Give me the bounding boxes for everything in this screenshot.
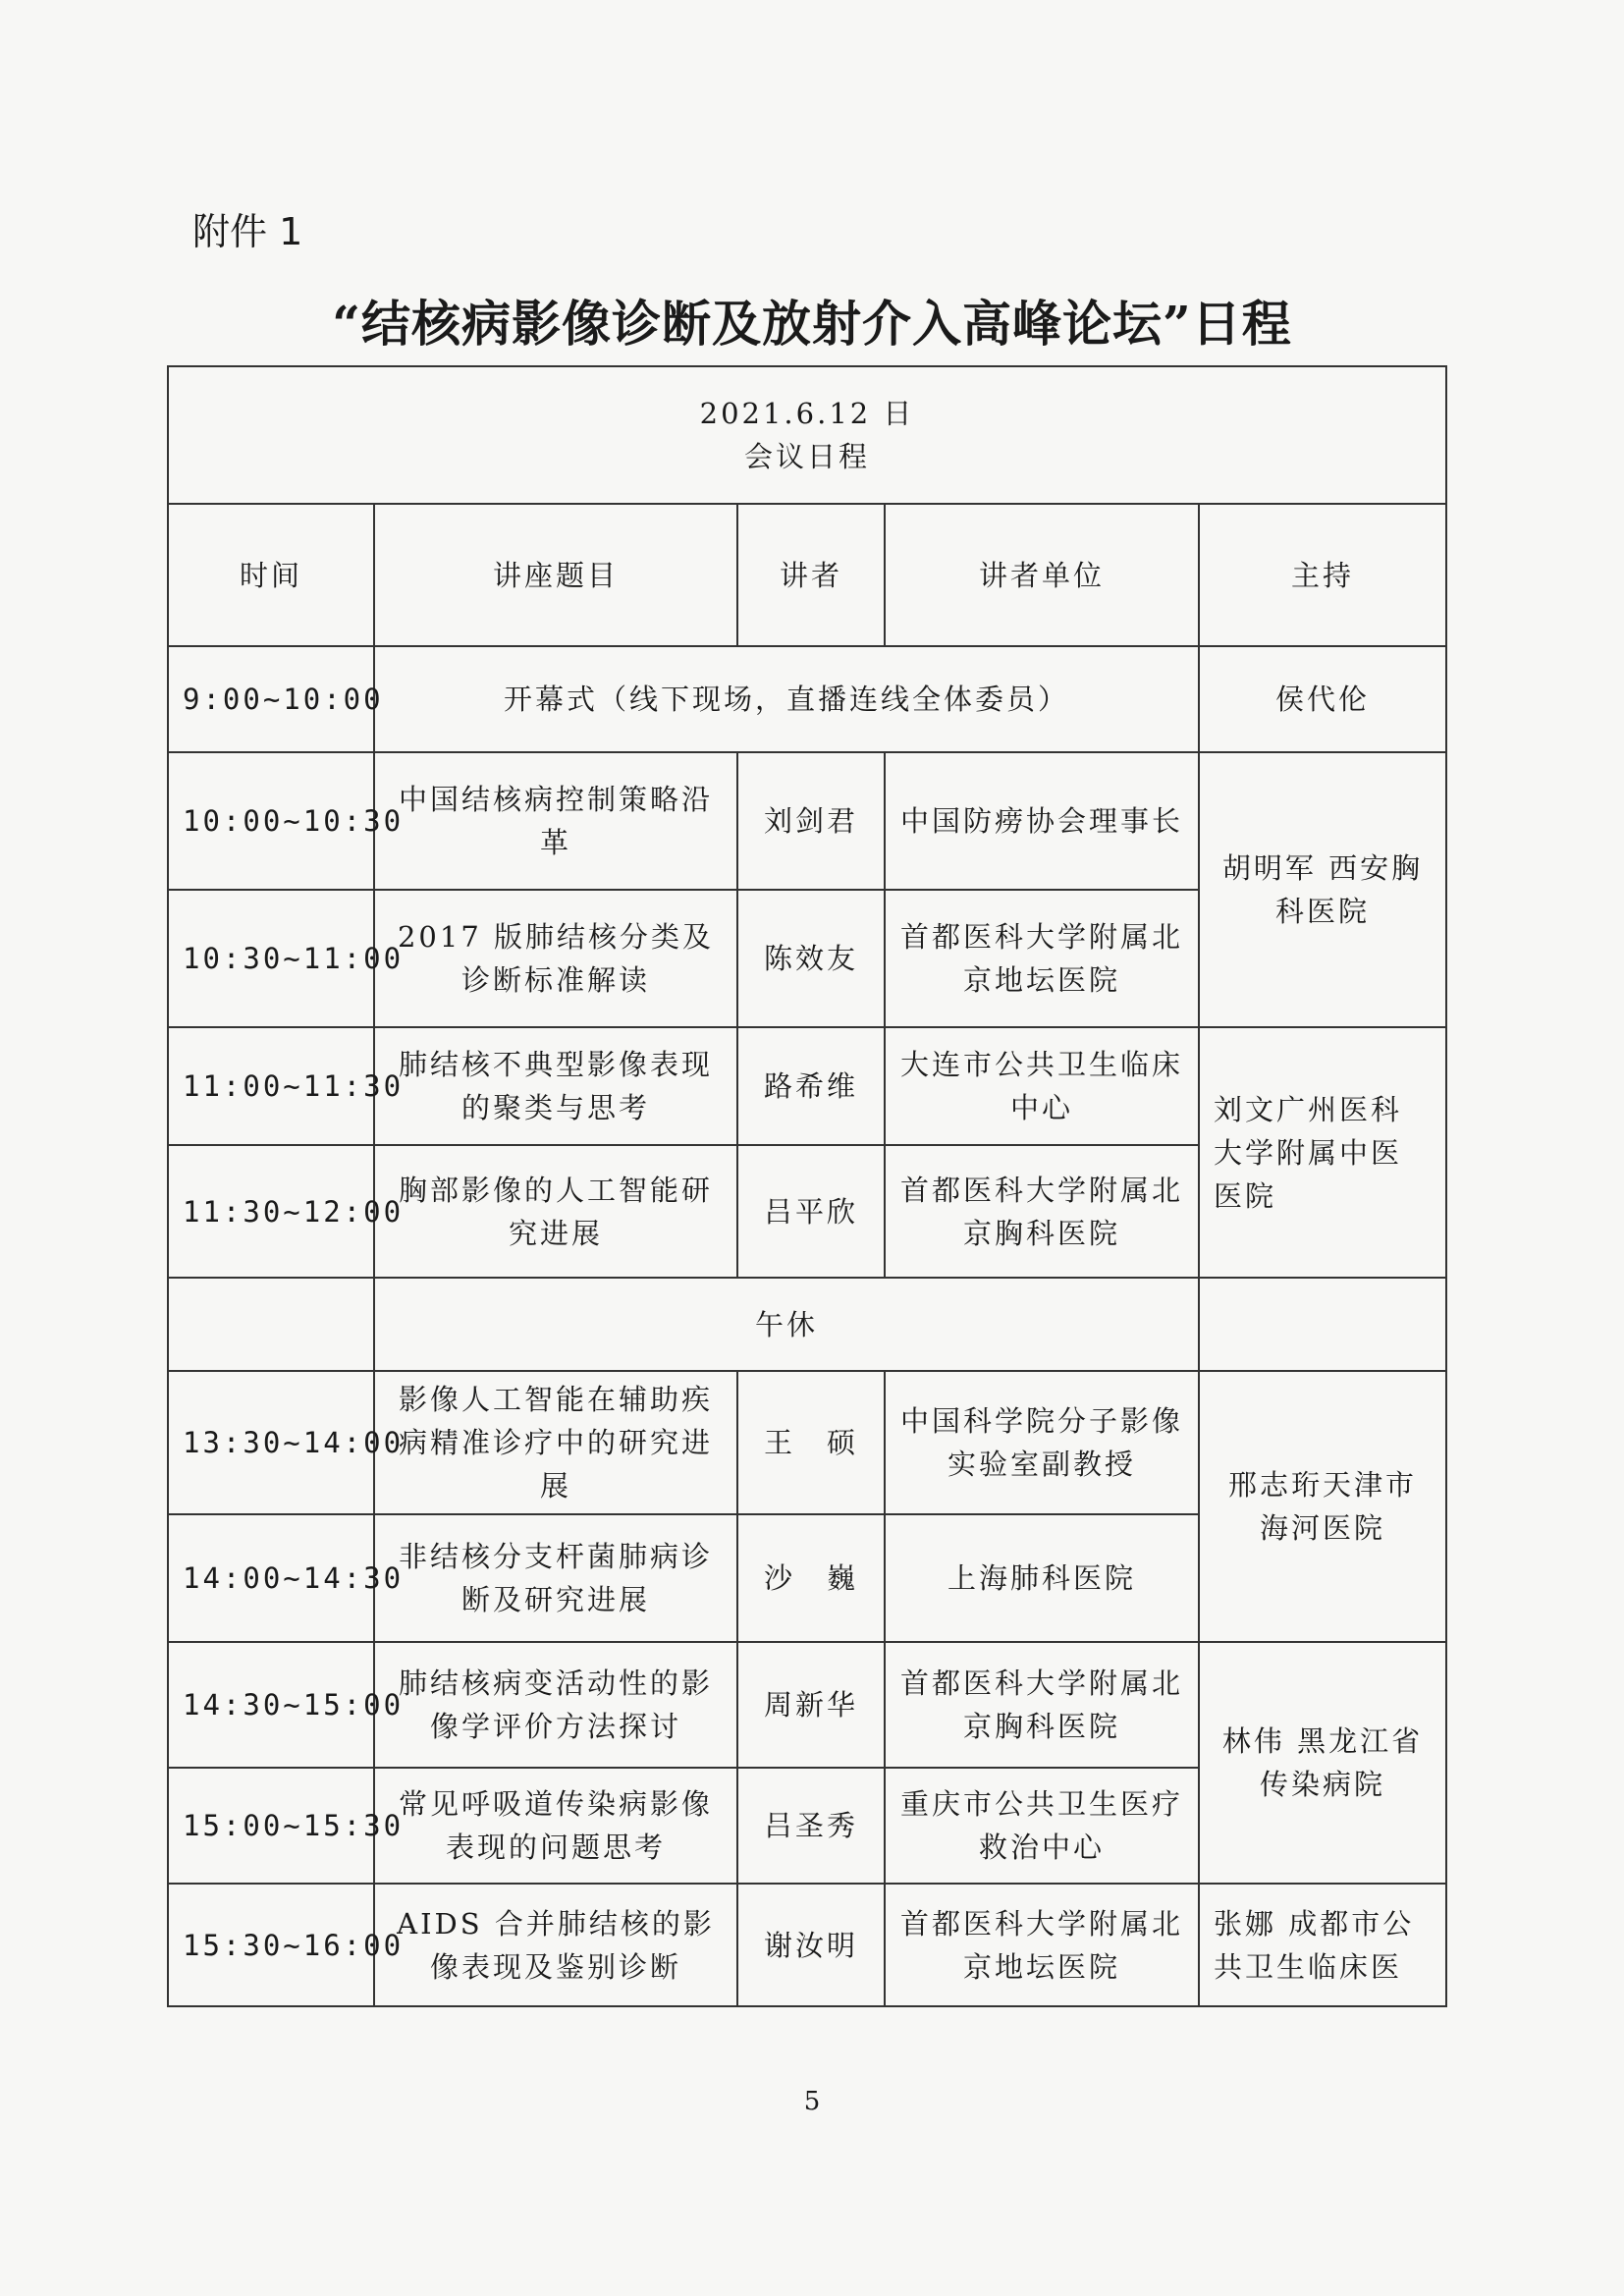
lunch-row	[168, 1278, 1446, 1371]
page-number: 5	[803, 2087, 821, 2116]
table-row	[168, 752, 1446, 890]
speaker-cell: 周新华	[737, 1642, 885, 1768]
table-row	[168, 1371, 1446, 1514]
column-header: 时间	[168, 504, 374, 646]
column-header: 讲者	[737, 504, 885, 646]
time-cell	[168, 1278, 374, 1371]
topic-cell: 非结核分支杆菌肺病诊断及研究进展	[374, 1514, 737, 1642]
table-row	[168, 1027, 1446, 1145]
time-cell: 11:00~11:30	[168, 1027, 374, 1145]
speaker-cell: 路希维	[737, 1027, 885, 1145]
time-cell: 13:30~14:00	[168, 1371, 374, 1514]
time-cell: 14:00~14:30	[168, 1514, 374, 1642]
unit-cell: 首都医科大学附属北京地坛医院	[885, 890, 1199, 1027]
topic-cell: 肺结核不典型影像表现的聚类与思考	[374, 1027, 737, 1145]
document-title: “结核病影像诊断及放射介入高峰论坛”日程	[332, 295, 1292, 353]
table-header-row	[168, 366, 1446, 504]
table-row	[168, 1884, 1446, 2006]
lunch-cell: 午休	[374, 1278, 1199, 1371]
topic-cell: 影像人工智能在辅助疾病精准诊疗中的研究进展	[374, 1371, 737, 1514]
time-cell: 11:30~12:00	[168, 1145, 374, 1278]
time-cell: 10:00~10:30	[168, 752, 374, 890]
column-header: 讲座题目	[374, 504, 737, 646]
schedule-subtitle: 会议日程	[744, 440, 871, 473]
host-cell: 林伟 黑龙江省传染病院	[1199, 1642, 1446, 1884]
column-header: 讲者单位	[885, 504, 1199, 646]
unit-cell: 上海肺科医院	[885, 1514, 1199, 1642]
time-cell: 9:00~10:00	[168, 646, 374, 752]
topic-cell: 常见呼吸道传染病影像表现的问题思考	[374, 1768, 737, 1884]
unit-cell: 中国防痨协会理事长	[885, 752, 1199, 890]
speaker-cell: 刘剑君	[737, 752, 885, 890]
host-cell: 胡明军 西安胸科医院	[1199, 752, 1446, 1027]
column-header-row	[168, 504, 1446, 646]
opening-title: 开幕式（线下现场，直播连线全体委员）	[374, 646, 1199, 752]
host-cell	[1199, 1278, 1446, 1371]
unit-cell: 重庆市公共卫生医疗救治中心	[885, 1768, 1199, 1884]
host-cell: 邢志珩天津市海河医院	[1199, 1371, 1446, 1642]
attachment-label: 附件 1	[192, 210, 303, 253]
speaker-cell: 沙 巍	[737, 1514, 885, 1642]
opening-row	[168, 646, 1446, 752]
topic-cell: AIDS 合并肺结核的影像表现及鉴别诊断	[374, 1884, 737, 2006]
schedule-date: 2021.6.12 日	[699, 397, 915, 430]
host-cell: 刘文广州医科大学附属中医医院	[1199, 1027, 1446, 1278]
column-header: 主持	[1199, 504, 1446, 646]
time-cell: 15:30~16:00	[168, 1884, 374, 2006]
table-row	[168, 1642, 1446, 1768]
speaker-cell: 吕平欣	[737, 1145, 885, 1278]
unit-cell: 首都医科大学附属北京地坛医院	[885, 1884, 1199, 2006]
topic-cell: 胸部影像的人工智能研究进展	[374, 1145, 737, 1278]
topic-cell: 2017 版肺结核分类及诊断标准解读	[374, 890, 737, 1027]
unit-cell: 中国科学院分子影像实验室副教授	[885, 1371, 1199, 1514]
schedule-date-cell	[168, 366, 1446, 504]
unit-cell: 首都医科大学附属北京胸科医院	[885, 1642, 1199, 1768]
time-cell: 14:30~15:00	[168, 1642, 374, 1768]
time-cell: 10:30~11:00	[168, 890, 374, 1027]
unit-cell: 首都医科大学附属北京胸科医院	[885, 1145, 1199, 1278]
topic-cell: 中国结核病控制策略沿革	[374, 752, 737, 890]
speaker-cell: 王 硕	[737, 1371, 885, 1514]
schedule-table	[167, 365, 1447, 2007]
host-cell: 侯代伦	[1199, 646, 1446, 752]
speaker-cell: 吕圣秀	[737, 1768, 885, 1884]
speaker-cell: 陈效友	[737, 890, 885, 1027]
topic-cell: 肺结核病变活动性的影像学评价方法探讨	[374, 1642, 737, 1768]
time-cell: 15:00~15:30	[168, 1768, 374, 1884]
unit-cell: 大连市公共卫生临床中心	[885, 1027, 1199, 1145]
host-cell: 张娜 成都市公共卫生临床医	[1199, 1884, 1446, 2006]
speaker-cell: 谢汝明	[737, 1884, 885, 2006]
